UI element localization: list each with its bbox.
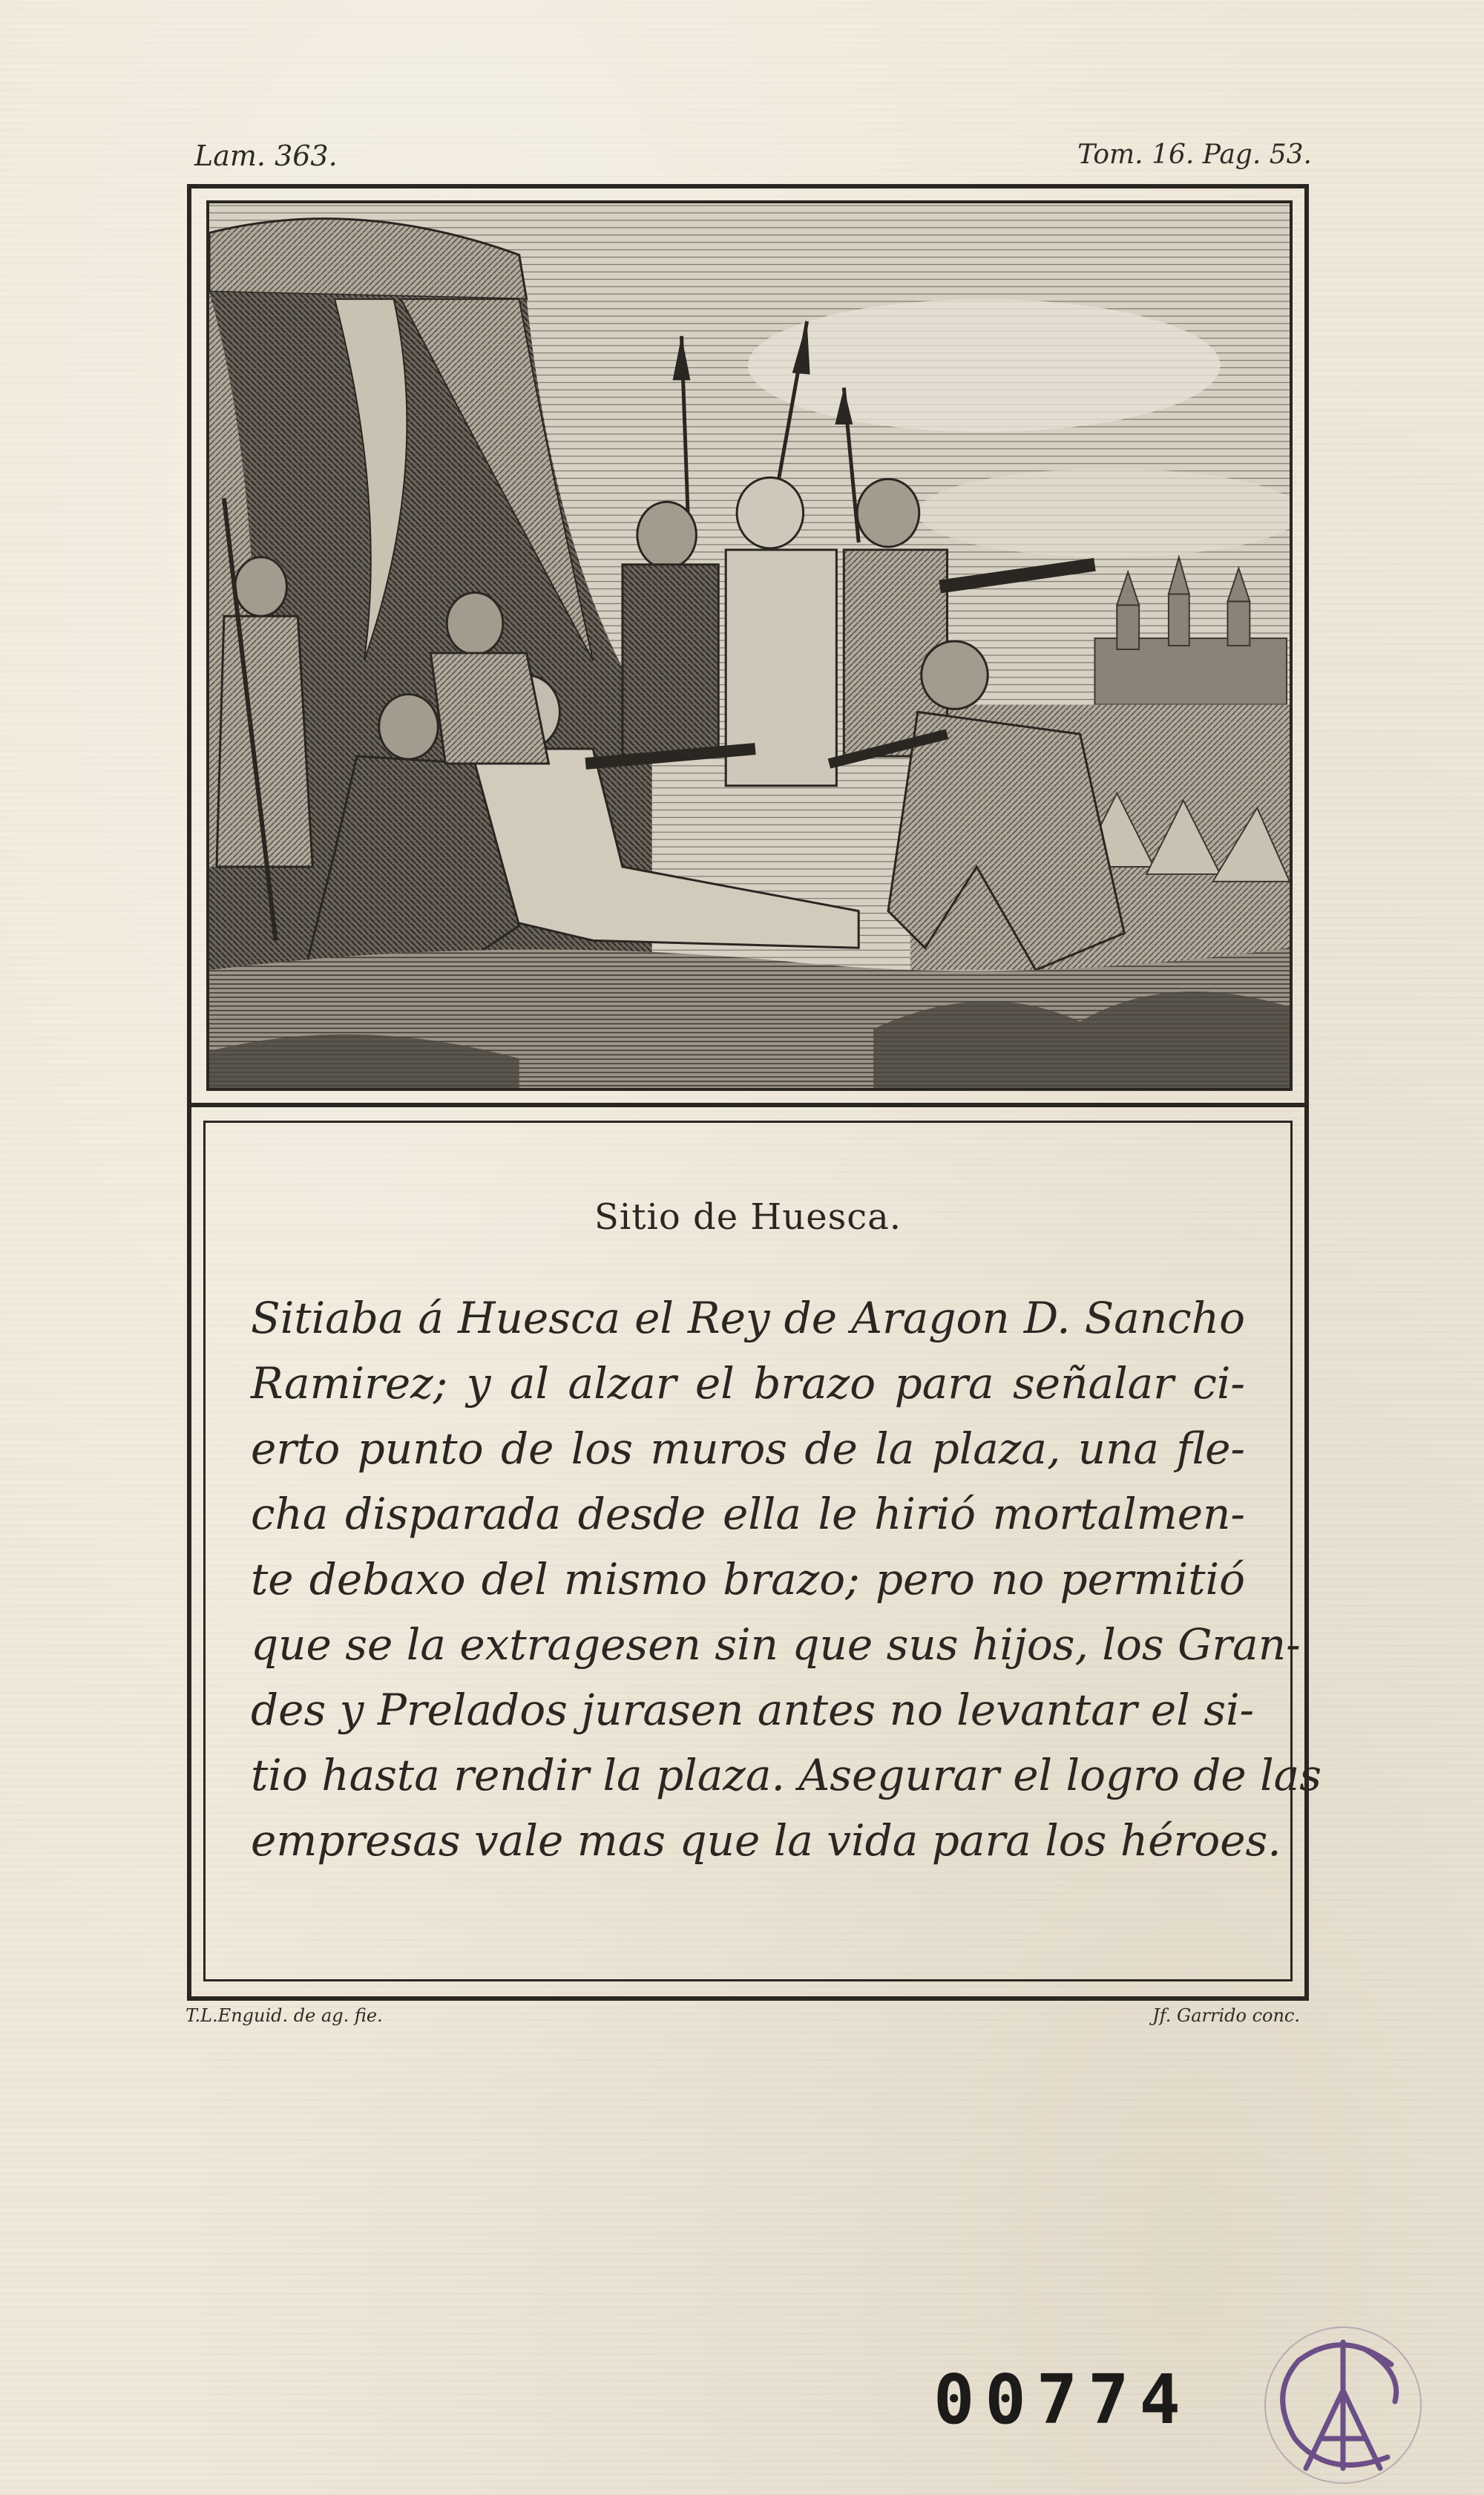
draughtsman-credit: T.L.Enguid. de ag. fie. [186,2005,383,2026]
volume-reference: Tom. 16. Pag. 53. [1077,140,1312,170]
caption-line: cha disparada desde ella le hirió mortalmen- [251,1489,1245,1539]
engraving-scene-icon [209,203,1290,1088]
plate-divider [187,1103,1309,1107]
caption-line: tio hasta rendir la plaza. Asegurar el logro de las [251,1750,1322,1800]
caption-line: des y Prelados jurasen antes no levantar el si- [251,1685,1255,1735]
engraver-credit: Jf. Garrido conc. [1152,2005,1300,2026]
caption-line: erto punto de los muros de la plaza, una fle- [251,1423,1245,1474]
monogram-stamp-icon [1254,2320,1432,2491]
caption-line: te debaxo del mismo brazo; pero no permitió [251,1554,1245,1604]
caption-line: Ramirez; y al alzar el brazo para señalar ci- [251,1358,1245,1409]
caption-line: Sitiaba á Huesca el Rey de Aragon D. Sancho [251,1293,1245,1343]
caption-line: que se la extragesen sin que sus hijos, los Gran- [251,1619,1301,1670]
caption-line: empresas vale mas que la vida para los héroes. [251,1815,1281,1866]
plate-number: Lam. 363. [194,140,338,172]
caption-title: Sitio de Huesca. [594,1196,902,1238]
catalog-number: 00774 [933,2360,1191,2439]
engraving-plate [206,200,1293,1091]
